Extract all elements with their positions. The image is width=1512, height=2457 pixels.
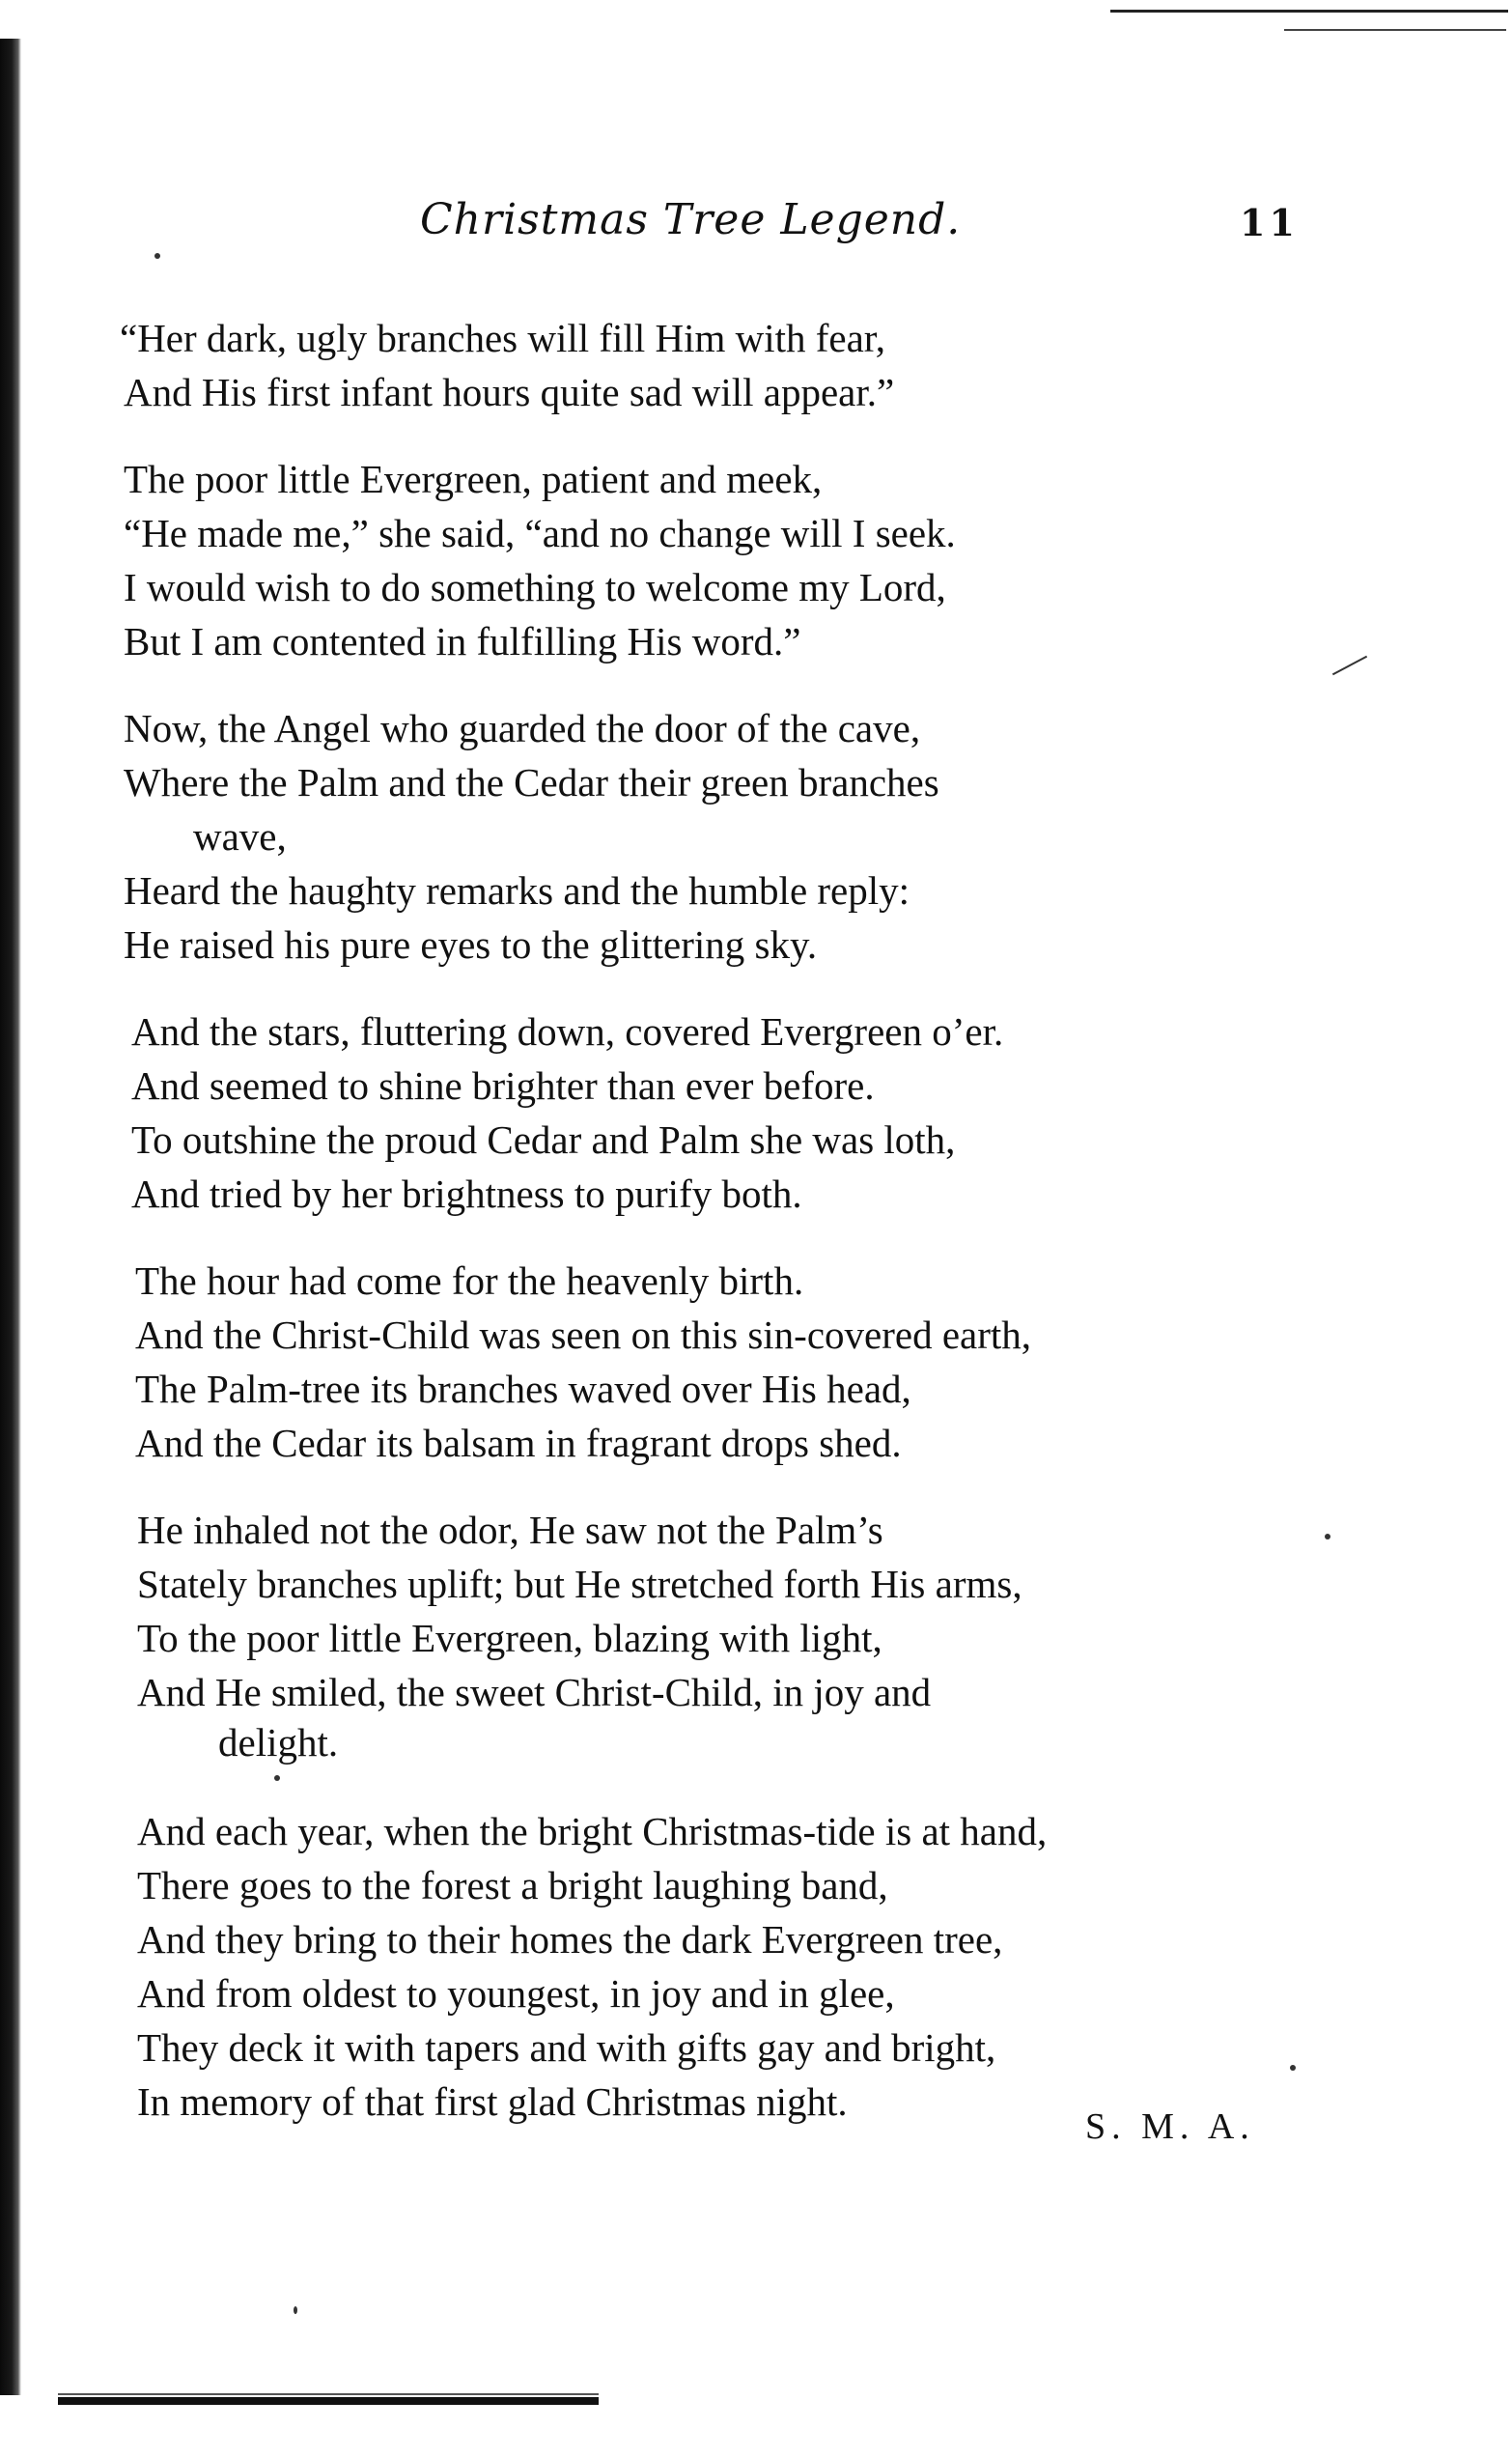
- poem-line: There goes to the forest a bright laughing band,: [137, 1863, 888, 1907]
- poem-line: The Palm-tree its branches waved over His head,: [135, 1367, 911, 1411]
- poem-line: I would wish to do something to welcome my Lord,: [124, 565, 946, 609]
- poem-line: The poor little Evergreen, patient and meek,: [124, 457, 823, 501]
- poem-line: And tried by her brightness to purify both.: [131, 1172, 802, 1216]
- poem-line: Where the Palm and the Cedar their green branches: [124, 760, 939, 805]
- poem-line: And the stars, fluttering down, covered Evergreen o’er.: [131, 1009, 1004, 1054]
- poem-line: And the Cedar its balsam in fragrant drops shed.: [135, 1421, 902, 1465]
- page-number: 11: [1240, 201, 1299, 244]
- poem-line: To outshine the proud Cedar and Palm she was loth,: [131, 1117, 956, 1162]
- poem-line: To the poor little Evergreen, blazing with light,: [137, 1616, 882, 1660]
- scan-speck: [294, 2306, 297, 2314]
- author-signature: S. M. A.: [1085, 2106, 1255, 2147]
- top-scan-rule: [1110, 10, 1508, 13]
- running-head-title: Christmas Tree Legend.: [420, 195, 962, 244]
- poem-line: Heard the haughty remarks and the humble reply:: [124, 868, 910, 913]
- bottom-scan-rule: [58, 2397, 599, 2405]
- poem-line: And each year, when the bright Christmas-tide is at hand,: [137, 1809, 1048, 1853]
- poem-line: He inhaled not the odor, He saw not the Palm’s: [137, 1508, 883, 1552]
- poem-line: And seemed to shine brighter than ever before.: [131, 1063, 875, 1108]
- poem-line: “He made me,” she said, “and no change will I seek.: [124, 511, 956, 555]
- poem-line: Stately branches uplift; but He stretched forth His arms,: [137, 1562, 1022, 1606]
- bottom-scan-rule-secondary: [58, 2393, 599, 2395]
- scan-speck: [1290, 2065, 1296, 2071]
- poem-line: And the Christ-Child was seen on this sin-covered earth,: [135, 1313, 1032, 1357]
- top-scan-rule-secondary: [1284, 29, 1506, 31]
- poem-line-continuation: wave,: [193, 814, 287, 859]
- poem-line: “Her dark, ugly branches will fill Him with fear,: [120, 316, 886, 360]
- margin-pencil-mark: [1332, 656, 1367, 676]
- poem-line: And He smiled, the sweet Christ-Child, in joy and: [137, 1670, 932, 1714]
- poem-line: They deck it with tapers and with gifts gay and bright,: [137, 2025, 996, 2070]
- scan-speck: [274, 1775, 280, 1781]
- poem-line: But I am contented in fulfilling His word.”: [124, 619, 801, 664]
- poem-line: And from oldest to youngest, in joy and in glee,: [137, 1971, 895, 2016]
- poem-line: Now, the Angel who guarded the door of the cave,: [124, 706, 921, 750]
- poem-line: The hour had come for the heavenly birth.: [135, 1258, 804, 1303]
- poem-line: In memory of that first glad Christmas night.: [137, 2079, 848, 2124]
- poem-line: And they bring to their homes the dark Evergreen tree,: [137, 1917, 1003, 1962]
- scan-speck: [154, 253, 160, 259]
- poem-line: And His first infant hours quite sad will appear.”: [124, 370, 895, 414]
- scan-binding-edge: [0, 39, 21, 2395]
- poem-line-continuation: delight.: [218, 1720, 339, 1765]
- poem-line: He raised his pure eyes to the glittering sky.: [124, 922, 818, 967]
- scan-speck: [1325, 1534, 1330, 1539]
